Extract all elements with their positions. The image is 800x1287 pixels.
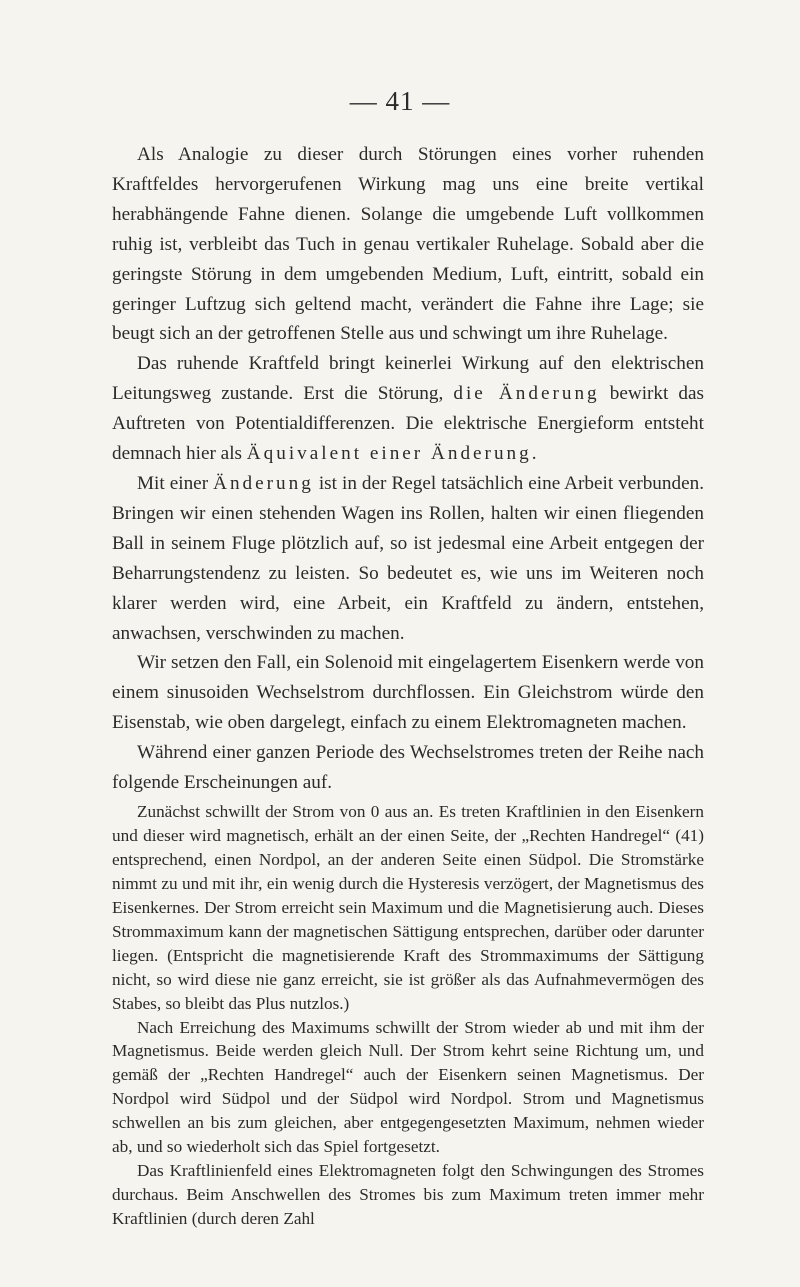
emphasis-die-aenderung: die Änderung xyxy=(453,383,600,405)
paragraph-change-energy xyxy=(112,349,704,469)
body-section-large-type xyxy=(112,140,704,798)
paragraph-flag-analogy: Als Analogie zu dieser durch Störungen eines vorher ruhenden Kraftfeldes hervorgerufenen Wirkung mag uns eine breite vertikal herabhängende Fahne dienen. Solange die umgebende Luft vollkommen ruhig ist, verbleibt das Tuch in genau vertikaler Ruhelage. Sobald aber die geringste Störung in dem umgebenden Medium, Luft, eintritt, sobald ein geringer Luftzug sich geltend macht, verändert die Fahne ihre Lage; sie beugt sich an der getroffenen Stelle aus und schwingt um ihre Ruhelage. xyxy=(112,144,704,345)
emphasis-aequivalent: Äquivalent einer Änderung xyxy=(246,443,532,465)
text-body xyxy=(112,140,704,1231)
text-run: . xyxy=(531,443,537,465)
body-section-small-type xyxy=(112,800,704,1231)
text-run: Das ruhende Kraftfeld bringt keinerlei Wirkung auf den elektrischen Leitungsweg zustande. Erst die Störung, xyxy=(112,353,704,405)
paragraph-work xyxy=(112,469,704,648)
paragraph-solenoid: Wir setzen den Fall, ein Solenoid mit eingelagertem Eisenkern werde von einem sinusoiden Wechselstrom durchflossen. Ein Gleichstrom würde den Eisenstab, wie oben dargelegt, einfach zu einem Elektromagneten machen. xyxy=(112,652,704,734)
text-run: ist in der Regel tatsächlich eine Arbeit verbunden. Bringen wir einen stehenden Wagen ins Rollen, halten wir einen fliegenden Ball in seinem Fluge plötzlich auf, so ist jedesmal eine Arbeit entgegen der Beharrungstendenz zu leisten. So bedeutet es, wie uns im Weiteren noch klarer werden wird, eine Arbeit, ein Kraftfeld zu ändern, entstehen, anwachsen, verschwinden zu machen. xyxy=(112,472,704,644)
paragraph-current-rise: Zunächst schwillt der Strom von 0 aus an. Es treten Kraftlinien in den Eisenkern und dieser wird magnetisch, erhält an der einen Seite, der „Rechten Handregel“ (41) entsprechend, einen Nordpol, an der anderen Seite einen Südpol. Die Stromstärke nimmt zu und mit ihr, ein wenig durch die Hysteresis verzögert, der Magnetismus des Eisenkernes. Der Strom erreicht sein Maximum und die Magnetisierung auch. Dieses Strommaximum kann der magnetischen Sättigung entsprechen, darüber oder darunter liegen. (Entspricht die magnetisierende Kraft des Strommaximums der Sättigung nicht, so wird diese nie ganz erreicht, sie ist größer als das Aufnahmevermögen des Stabes, so bleibt das Plus nutzlos.) xyxy=(112,801,704,1013)
text-run: bewirkt das Auftreten von Potentialdifferenzen. Die elektrische Energieform entsteht demnach hier als xyxy=(112,383,704,465)
emphasis-aenderung: Änderung xyxy=(213,472,314,494)
page-number: — 41 — xyxy=(349,86,451,116)
paragraph-field-lines: Das Kraftlinienfeld eines Elektromagneten folgt den Schwingungen des Stromes durchaus. Beim Anschwellen des Stromes bis zum Maximum treten immer mehr Kraftlinien (durch deren Zahl xyxy=(112,1161,704,1229)
paragraph-current-fall: Nach Erreichung des Maximums schwillt der Strom wieder ab und mit ihm der Magnetismus. Beide werden gleich Null. Der Strom kehrt seine Richtung um, und gemäß der „Rechten Handregel“ auch der Eisenkern seinen Magnetismus. Der Nordpol wird Südpol und der Südpol wird Nordpol. Strom und Magnetismus schwellen an bis zum gleichen, aber entgegengesetzten Maximum, nehmen wieder ab, und so wiederholt sich das Spiel fortgesetzt. xyxy=(112,1017,704,1157)
text-run: Mit einer xyxy=(137,472,214,494)
paragraph-period: Während einer ganzen Periode des Wechselstromes treten der Reihe nach folgende Erscheinungen auf. xyxy=(112,742,704,794)
